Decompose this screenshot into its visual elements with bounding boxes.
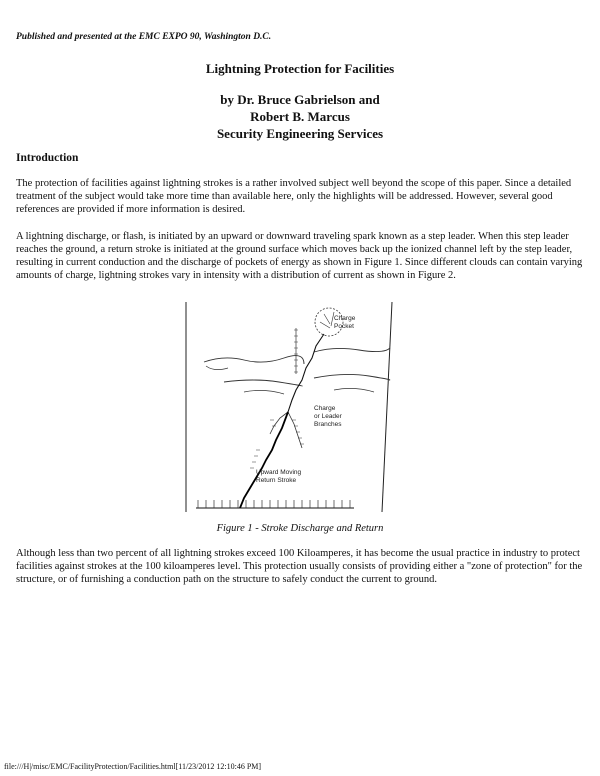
authors-block — [0, 91, 600, 142]
publication-note: Published and presented at the EMC EXPO 90, Washington D.C. — [16, 32, 272, 42]
cloud-line-3 — [314, 348, 390, 352]
label-return-2: Return Stroke — [256, 477, 297, 484]
upper-channel — [288, 334, 324, 412]
file-path-footer: file:///H|/misc/EMC/FacilityProtection/Facilities.html[11/23/2012 12:10:46 PM] — [4, 762, 262, 771]
section-heading-introduction: Introduction — [16, 152, 79, 164]
cloud-line-4 — [224, 380, 302, 386]
cloud-line-1 — [204, 356, 304, 364]
cloud-line-7 — [334, 388, 374, 392]
paragraph-1: The protection of facilities against lightning strokes is a rather involved subject well beyond the scope of this paper. Since a detailed treatment of the subject would take more time than available here, only the highlights will be addressed. However, several good references are provided if more information is desired. — [16, 178, 572, 215]
return-stroke-ticks — [250, 450, 260, 468]
figure-1-caption: Figure 1 - Stroke Discharge and Return — [216, 523, 384, 534]
cloud-line-2 — [206, 366, 228, 370]
figure-1-lightning-diagram — [184, 300, 394, 518]
ground-hatching — [198, 500, 350, 508]
cloud-line-6 — [244, 390, 284, 394]
frame-right-line — [382, 302, 392, 512]
label-leader-2: or Leader — [314, 413, 342, 420]
lightning-diagram-svg — [184, 300, 394, 518]
authors-line-3: Security Engineering Services — [216, 126, 384, 141]
label-leader-3: Branches — [314, 421, 342, 428]
leader-branch-left — [270, 412, 288, 434]
label-charge-pocket-2: Pocket — [334, 323, 354, 330]
label-charge-pocket-1: Charge — [334, 315, 356, 322]
paragraph-3: Although less than two percent of all lightning strokes exceed 100 Kiloamperes, it has become the usual practice in industry to protect facilities against strokes at the 100 kiloamperes level. This protection usually consists of providing either a "zone of protection" for the structure, or of furnishing a conduction path on the structure to safely conduct the current to ground. — [16, 548, 583, 585]
leader-branch-right — [288, 412, 302, 448]
label-leader-1: Charge — [314, 405, 336, 412]
return-stroke-channel — [240, 412, 288, 508]
authors-line-2: Robert B. Marcus — [250, 109, 350, 124]
authors-line-1: by Dr. Bruce Gabrielson and — [220, 92, 380, 107]
charge-pocket-branches — [320, 312, 334, 328]
cloud-line-5 — [314, 374, 390, 380]
paragraph-2: A lightning discharge, or flash, is initiated by an upward or downward traveling spark known as a step leader. When this step leader reaches the ground, a return stroke is initiated at the ground surface which moves back up the ionized channel left by the step leader, resulting in current conduction and the discharge of pockets of energy as shown in Figure 1. Since different clouds can contain varying amounts of charge, lightning strokes vary in intensity with a distribution of current as shown in Figure 2. — [16, 231, 583, 281]
page-title: Lightning Protection for Facilities — [205, 61, 395, 76]
label-return-1: Upward Moving — [256, 469, 302, 476]
